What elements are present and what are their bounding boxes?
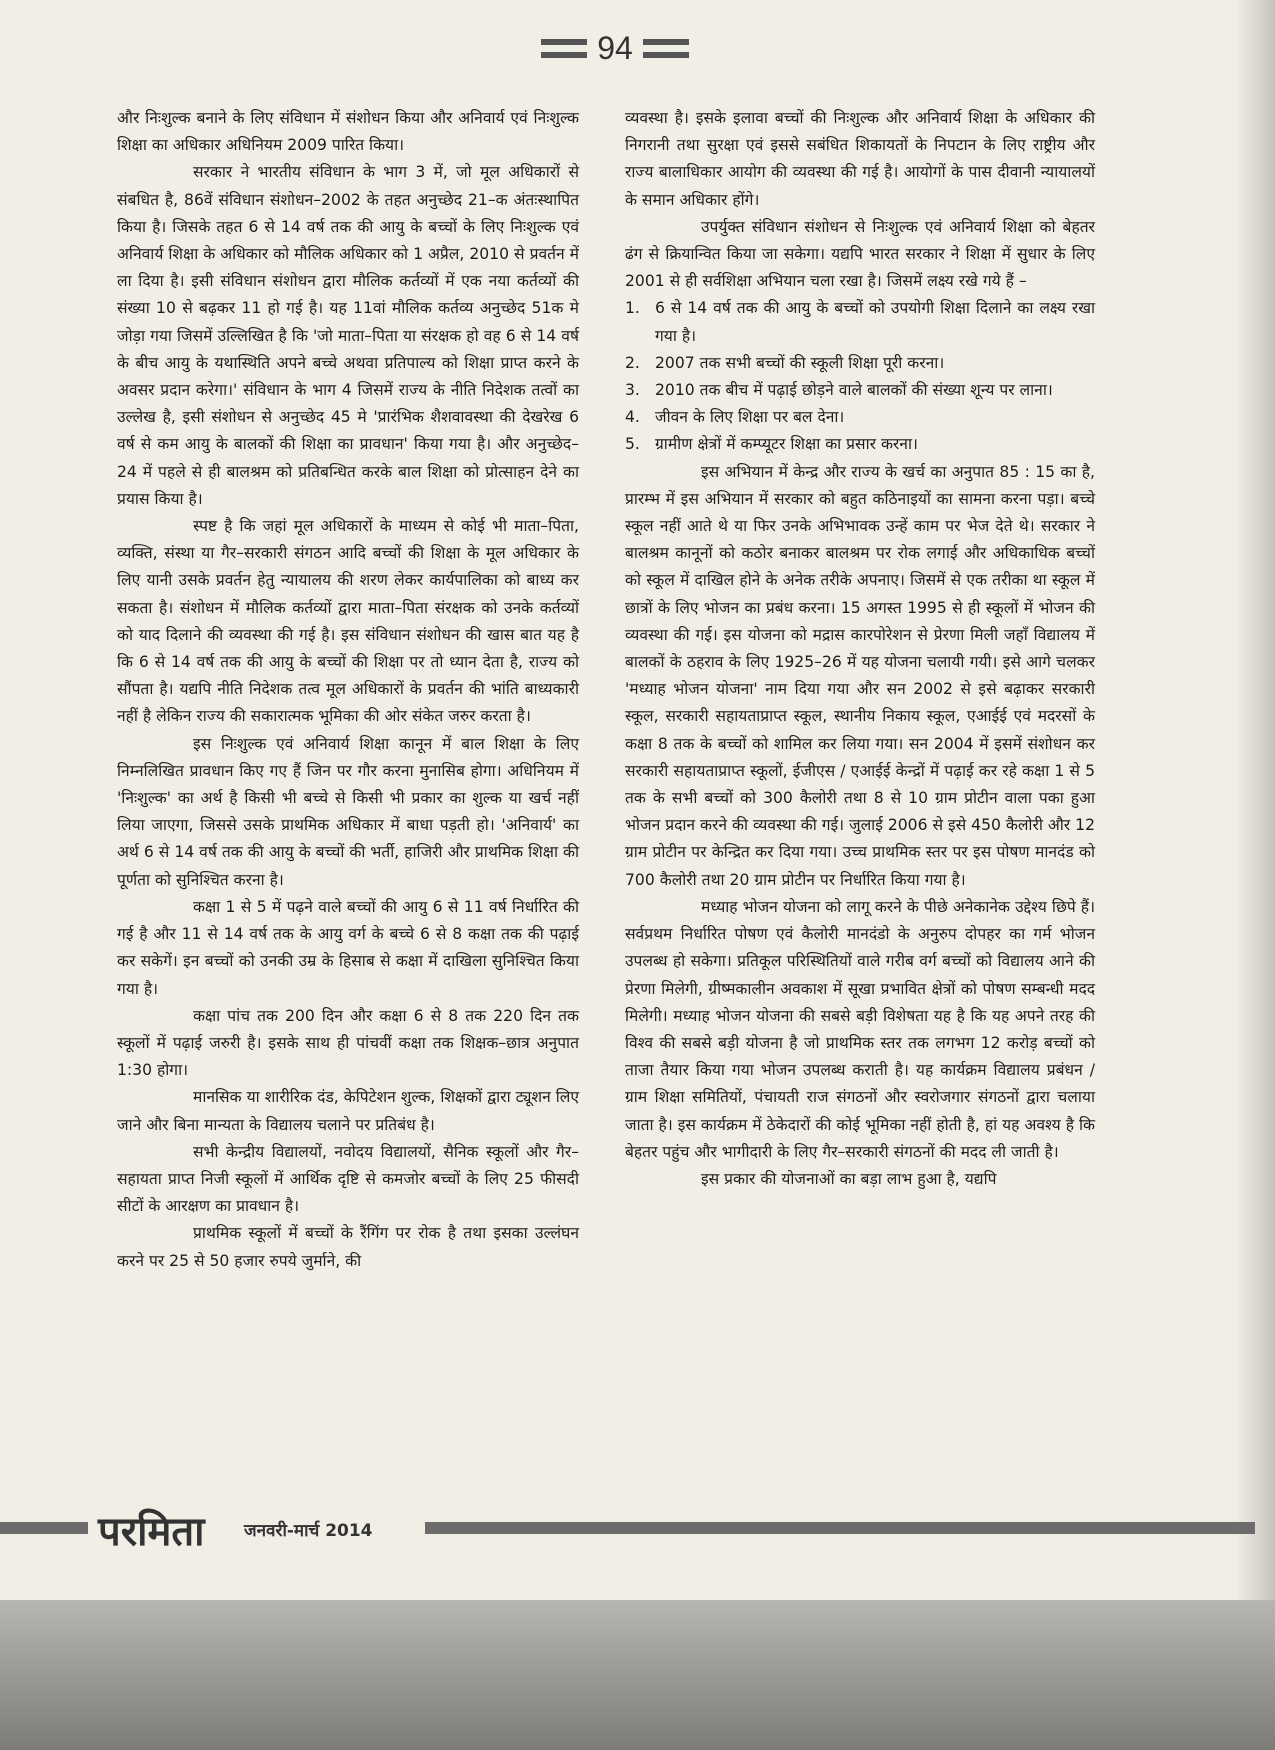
issue-date: जनवरी-मार्च 2014 — [244, 1521, 373, 1541]
decorative-bars-right — [643, 39, 689, 58]
page-edge-shadow — [1235, 0, 1275, 1600]
paragraph: इस निःशुल्क एवं अनिवार्य शिक्षा कानून में बाल शिक्षा के लिए निम्नलिखित प्रावधान किए गए हैं जिन पर गौर करना मुनासिब होगा। अधिनियम में 'निःशुल्क' का अर्थ है किसी भी बच्चे से किसी भी प्रकार का शुल्क या खर्च नहीं लिया जाएगा, जिससे उसके प्राथमिक अधिकार में बाधा पड़ती हो। 'अनिवार्य' का अर्थ 6 से 14 वर्ष तक की आयु के बच्चों की भर्ती, हाजिरी और प्राथमिक शिक्षा की पूर्णता को सुनिश्चित करना है। — [117, 734, 579, 889]
list-text: 6 से 14 वर्ष तक की आयु के बच्चों को उपयोगी शिक्षा दिलाने का लक्ष्य रखा गया है। — [655, 299, 1095, 345]
paragraph: उपर्युक्त संविधान संशोधन से निःशुल्क एवं अनिवार्य शिक्षा को बेहतर ढंग से क्रियान्वित किया जा सकेगा। यद्यपि भारत सरकार ने शिक्षा में सुधार के लिए 2001 से ही सर्वशिक्षा अभियान चला रखा है। जिसमें लक्ष्य रखे गये हैं – — [625, 217, 1095, 291]
paragraph: कक्षा पांच तक 200 दिन और कक्षा 6 से 8 तक 220 दिन तक स्कूलों में पढ़ाई जरुरी है। इसके साथ ही पांचवीं कक्षा तक शिक्षक–छात्र अनुपात 1:30 होगा। — [117, 1006, 579, 1080]
footer-bar-left — [0, 1522, 88, 1534]
magazine-logo: परमिता — [98, 1509, 205, 1555]
paragraph: और निःशुल्क बनाने के लिए संविधान में संशोधन किया और अनिवार्य एवं निःशुल्क शिक्षा का अधिकार अधिनियम 2009 पारित किया। — [117, 109, 579, 155]
list-text: ग्रामीण क्षेत्रों में कम्प्यूटर शिक्षा का प्रसार करना। — [655, 435, 918, 454]
paragraph: स्पष्ट है कि जहां मूल अधिकारों के माध्यम से कोई भी माता–पिता, व्यक्ति, संस्था या गैर–सरकारी संगठन आदि बच्चों की शिक्षा के मूल अधिकार के लिए यानी उसके प्रवर्तन हेतु न्यायालय की शरण लेकर कार्यपालिका को बाध्य कर सकता है। संशोधन में मौलिक कर्तव्यों द्वारा माता–पिता संरक्षक को उनके कर्तव्यों को याद दिलाने की व्यवस्था की गई है। इस संविधान संशोधन की खास बात यह है कि 6 से 14 वर्ष तक की आयु के बच्चों की शिक्षा पर तो ध्यान देता है, राज्य को सौंपता है। यद्यपि नीति निदेशक तत्व मूल अधिकारों के प्रवर्तन की भांति बाध्यकारी नहीं है लेकिन राज्य की सकारात्मक भूमिका की ओर संकेत जरुर करता है। — [117, 517, 579, 726]
paragraph: कक्षा 1 से 5 में पढ़ने वाले बच्चों की आयु 6 से 11 वर्ष निर्धारित की गई है और 11 से 14 वर्ष तक के आयु वर्ग के बच्चे 6 से 8 कक्षा तक की पढ़ाई कर सकेगें। इन बच्चों को उनकी उम्र के हिसाब से कक्षा में दाखिला सुनिश्चित किया गया है। — [117, 897, 579, 998]
paragraph: मानसिक या शारीरिक दंड, केपिटेशन शुल्क, शिक्षकों द्वारा ट्यूशन लिए जाने और बिना मान्यता के विद्यालय चलाने पर प्रतिबंध है। — [117, 1088, 579, 1134]
page-number: 94 — [597, 29, 633, 66]
list-number: 1. — [625, 299, 640, 318]
paragraph: सरकार ने भारतीय संविधान के भाग 3 में, जो मूल अधिकारों से संबधित है, 86वें संविधान संशोधन–2002 के तहत अनुच्छेद 21–क अंतःस्थापित किया है। जिसके तहत 6 से 14 वर्ष तक की आयु के बच्चों के लिए निःशुल्क एवं अनिवार्य शिक्षा के अधिकार को मौलिक अधिकार को 1 अप्रैल, 2010 से प्रवर्तन में ला दिया है। इसी संविधान संशोधन द्वारा मौलिक कर्तव्यों में एक नया कर्तव्यों की संख्या 10 से बढ़कर 11 हो गई है। यह 11वां मौलिक कर्तव्य अनुच्छेद 51क मे जोड़ा गया जिसमें उल्लिखित है कि 'जो माता–पिता या संरक्षक हो वह 6 से 14 वर्ष के बीच आयु के यथास्थिति अपने बच्चे अथवा प्रतिपाल्य को शिक्षा प्राप्त करने के अवसर प्रदान करेगा।' संविधान के भाग 4 जिसमें राज्य के नीति निदेशक तत्वों का उल्लेख है, इसी संशोधन से अनुच्छेद 45 मे 'प्रारंभिक शैशवावस्था की देखरेख 6 वर्ष से कम आयु के बालकों की शिक्षा का प्रावधान' किया गया है। और अनुच्छेद–24 में पहले से ही बालश्रम को प्रतिबन्धित करके बाल शिक्षा को प्रोत्साहन देने का प्रयास किया है। — [117, 163, 579, 508]
page-number-header — [500, 18, 730, 78]
footer-bar-right — [425, 1522, 1255, 1534]
decorative-bars-left — [541, 39, 587, 58]
scan-background — [0, 1600, 1275, 1750]
paragraph: इस प्रकार की योजनाओं का बड़ा लाभ हुआ है, यद्यपि — [701, 1169, 997, 1188]
page-footer — [0, 1500, 1275, 1555]
list-number: 5. — [625, 435, 640, 454]
paragraph: व्यवस्था है। इसके इलावा बच्चों की निःशुल्क और अनिवार्य शिक्षा के अधिकार की निगरानी तथा सुरक्षा एवं इससे सबंधित शिकायतों के निपटान के लिए राष्ट्रीय और राज्य बालाधिकार आयोग की व्यवस्था की गई है। आयोगों के पास दीवानी न्यायालयों के समान अधिकार होंगे। — [625, 109, 1095, 209]
paragraph: सभी केन्द्रीय विद्यालयों, नवोदय विद्यालयों, सैनिक स्कूलों और गैर–सहायता प्राप्त निजी स्कूलों में आर्थिक दृष्टि से कमजोर बच्चों के लिए 25 फीसदी सीटों के आरक्षण का प्रावधान है। — [117, 1142, 579, 1216]
list-number: 4. — [625, 408, 640, 427]
paragraph: इस अभियान में केन्द्र और राज्य के खर्च का अनुपात 85 : 15 का है, प्रारम्भ में इस अभियान में सरकार को बहुत कठिनाइयों का सामना करना पड़ा। बच्चे स्कूल नहीं आते थे या फिर उनके अभिभावक उन्हें काम पर भेज देते थे। सरकार ने बालश्रम कानूनों को कठोर बनाकर बालश्रम पर रोक लगाई और अधिकाधिक बच्चों को स्कूल में दाखिल होने के अनेक तरीके अपनाए। जिसमें से एक तरीका था स्कूल में छात्रों के लिए भोजन का प्रबंध करना। 15 अगस्त 1995 से ही स्कूलों में भोजन की व्यवस्था की गई। इस योजना को मद्रास कारपोरेशन से प्रेरणा मिली जहाँ विद्यालय में बालकों के ठहराव के लिए 1925–26 में यह योजना चलायी गयी। इसे आगे चलकर 'मध्याह भोजन योजना' नाम दिया गया और सन 2002 से इसे बढ़ाकर सरकारी स्कूल, सरकारी सहायताप्राप्त स्कूल, स्थानीय निकाय स्कूल, एआईई एवं मदरसों के कक्षा 8 तक के बच्चों को शामिल कर लिया गया। सन 2004 में इसमें संशोधन कर सरकारी सहायताप्राप्त स्कूलों, ईजीएस / एआईई केन्द्रों में पढ़ाई कर रहे कक्षा 1 से 5 तक के सभी बच्चों को 300 कैलोरी तथा 8 से 10 ग्राम प्रोटीन वाला पका हुआ भोजन प्रदान करने की व्यवस्था की गई। जुलाई 2006 से इसे 450 कैलोरी और 12 ग्राम प्रोटीन पर केन्द्रित कर दिया गया। उच्च प्राथमिक स्तर पर इस पोषण मानदंड को 700 कैलोरी तथा 20 ग्राम प्रोटीन पर निर्धारित किया गया है। — [625, 462, 1095, 889]
list-item — [625, 377, 1095, 404]
list-text: 2007 तक सभी बच्चों की स्कूली शिक्षा पूरी करना। — [655, 353, 945, 372]
left-column — [117, 105, 579, 1275]
list-item — [625, 295, 1095, 349]
paragraph: मध्याह भोजन योजना को लागू करने के पीछे अनेकानेक उद्देश्य छिपे हैं। सर्वप्रथम निर्धारित पोषण एवं कैलोरी मानदंडो के अनुरुप दोपहर का गर्म भोजन उपलब्ध हो सकेगा। प्रतिकूल परिस्थितियों वाले गरीब वर्ग बच्चों को विद्यालय आने की प्रेरणा मिलेगी, ग्रीष्मकालीन अवकाश में सूखा प्रभावित क्षेत्रों को पोषण सम्बन्धी मदद मिलेगी। मध्याह भोजन योजना की सबसे बड़ी विशेषता यह है कि यह अपने तरह की विश्व की सबसे बड़ी योजना है जो प्राथमिक स्तर तक लगभग 12 करोड़ बच्चों को ताजा तैयार किया गया भोजन उपलब्ध कराती है। यह कार्यक्रम विद्यालय प्रबंधन / ग्राम शिक्षा समितियों, पंचायती राज संगठनों और स्वरोजगार संगठनों द्वारा चलाया जाता है। इस कार्यक्रम में ठेकेदारों की कोई भूमिका नहीं होती है, हां यह अवश्य है कि बेहतर पहुंच और भागीदारी के लिए गैर–सरकारी संगठनों की मदद ली जाती है। — [625, 897, 1095, 1161]
list-item — [625, 404, 1095, 431]
list-text: जीवन के लिए शिक्षा पर बल देना। — [655, 408, 845, 427]
list-number: 2. — [625, 353, 640, 372]
right-column — [625, 105, 1095, 1193]
paragraph: प्राथमिक स्कूलों में बच्चों के रैंगिंग पर रोक है तथा इसका उल्लंघन करने पर 25 से 50 हजार रुपये जुर्माने, की — [117, 1224, 579, 1270]
list-text: 2010 तक बीच में पढ़ाई छोड़ने वाले बालकों की संख्या शून्य पर लाना। — [655, 381, 1053, 400]
goals-list — [625, 295, 1095, 458]
list-number: 3. — [625, 381, 640, 400]
list-item — [625, 350, 1095, 377]
list-item — [625, 431, 1095, 458]
